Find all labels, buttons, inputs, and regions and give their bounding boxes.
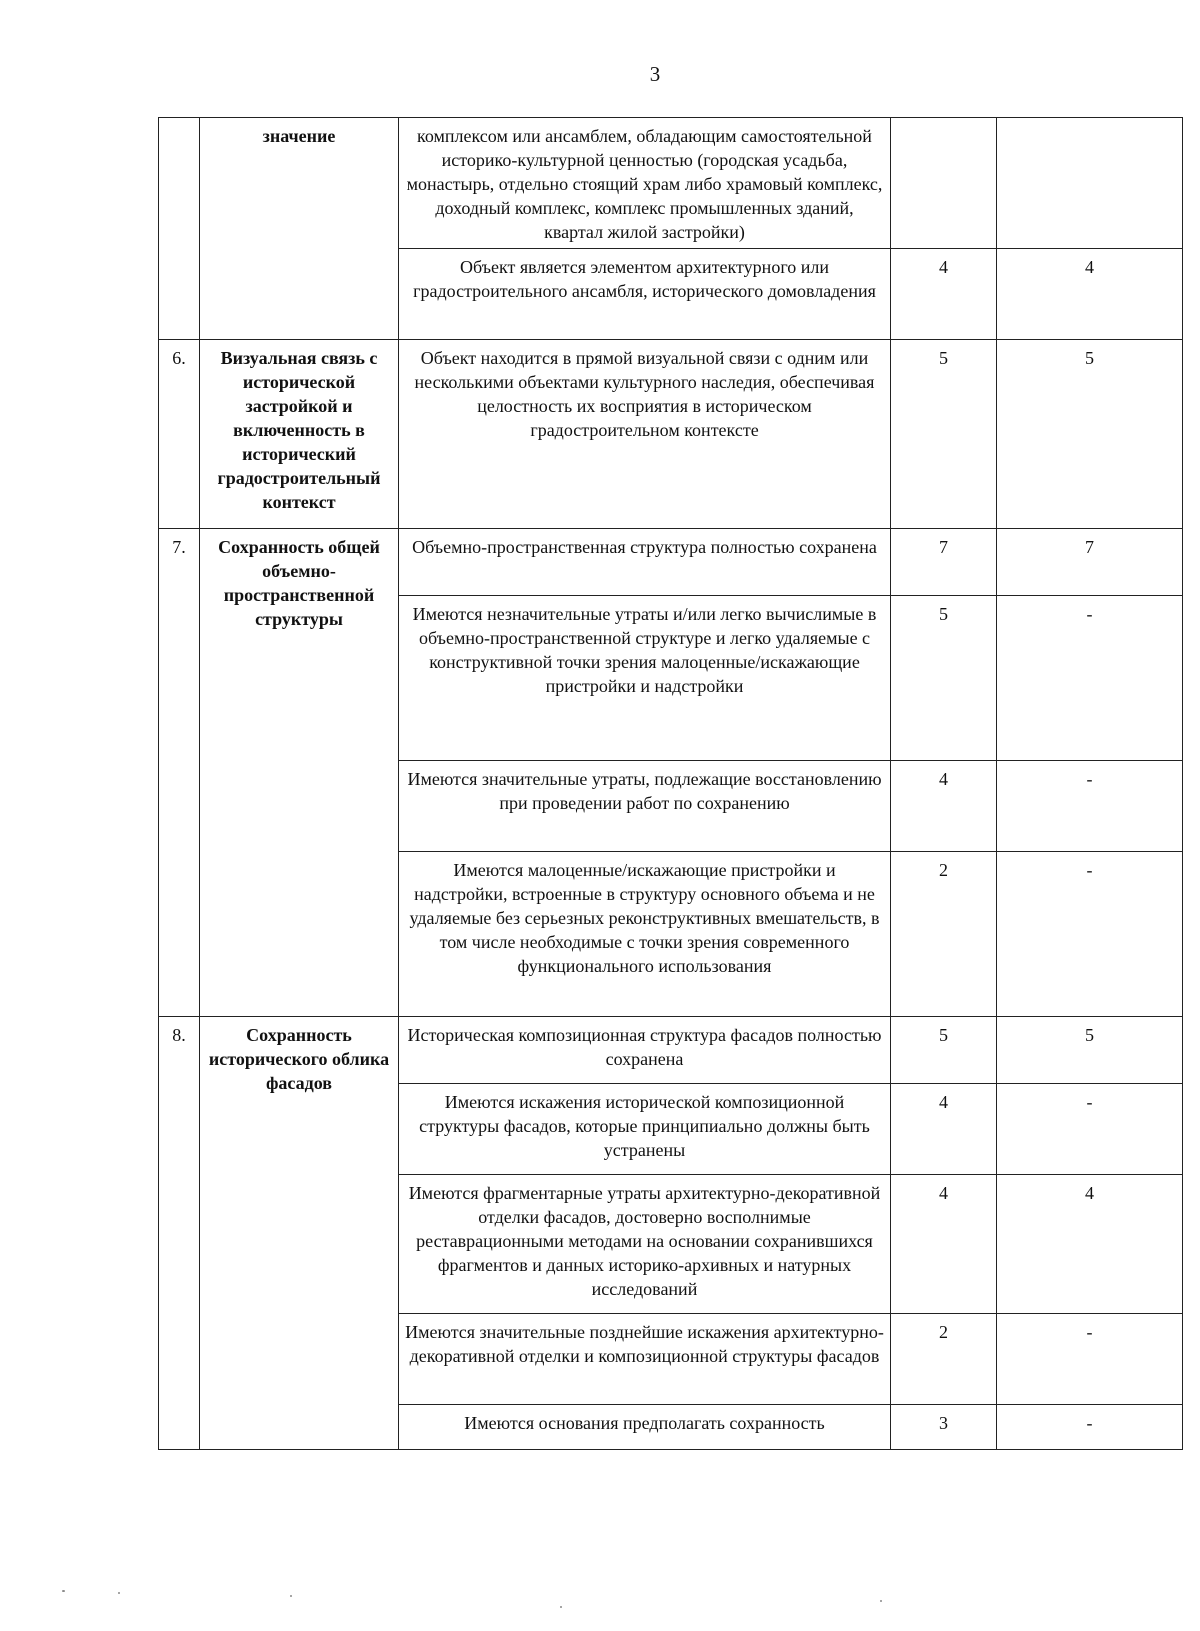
scan-speck [560, 1606, 562, 1608]
assigned-score: - [997, 761, 1183, 852]
assigned-score [997, 118, 1183, 249]
assigned-score: 4 [997, 249, 1183, 340]
assigned-score: 7 [997, 529, 1183, 596]
table-row [159, 529, 1183, 596]
variant-description: комплексом или ансамблем, обладающим самостоятельной историко-культурной ценностью (городская усадьба, монастырь, отдельно стоящий храм либо храмовый комплекс, доходный комплекс, комплекс промышленных зданий, квартал жилой застройки) [399, 118, 891, 249]
max-score [891, 118, 997, 249]
assigned-score: 5 [997, 340, 1183, 529]
assigned-score: 4 [997, 1175, 1183, 1314]
table-row [159, 1017, 1183, 1084]
max-score: 5 [891, 340, 997, 529]
assigned-score: - [997, 1405, 1183, 1450]
assigned-score: - [997, 596, 1183, 761]
criterion-name: Сохранность исторического облика фасадов [200, 1017, 399, 1450]
variant-description: Имеются малоценные/искажающие пристройки и надстройки, встроенные в структуру основного объема и не удаляемые без серьезных реконструктивных вмешательств, в том числе необходимые с точки зрения современного функционального использования [399, 852, 891, 1017]
criterion-name: значение [200, 118, 399, 340]
criterion-number: 6. [159, 340, 200, 529]
variant-description: Имеются незначительные утраты и/или легко вычислимые в объемно-пространственной структуре и легко удаляемые с конструктивной точки зрения малоценные/искажающие пристройки и надстройки [399, 596, 891, 761]
variant-description: Имеются фрагментарные утраты архитектурно-декоративной отделки фасадов, достоверно восполнимые реставрационными методами на основании сохранившихся фрагментов и данных историко-архивных и натурных исследований [399, 1175, 891, 1314]
assigned-score: 5 [997, 1017, 1183, 1084]
variant-description: Объемно-пространственная структура полностью сохранена [399, 529, 891, 596]
variant-description: Имеются значительные утраты, подлежащие восстановлению при проведении работ по сохранению [399, 761, 891, 852]
variant-description: Историческая композиционная структура фасадов полностью сохранена [399, 1017, 891, 1084]
variant-description: Имеются искажения исторической композиционной структуры фасадов, которые принципиально должны быть устранены [399, 1084, 891, 1175]
scan-speck [290, 1595, 292, 1597]
variant-description: Имеются основания предполагать сохранность [399, 1405, 891, 1450]
max-score: 4 [891, 1084, 997, 1175]
max-score: 7 [891, 529, 997, 596]
variant-description: Имеются значительные позднейшие искажения архитектурно-декоративной отделки и композиционной структуры фасадов [399, 1314, 891, 1405]
max-score: 4 [891, 1175, 997, 1314]
max-score: 5 [891, 1017, 997, 1084]
max-score: 4 [891, 249, 997, 340]
criterion-number: 7. [159, 529, 200, 1017]
max-score: 2 [891, 852, 997, 1017]
assigned-score: - [997, 1314, 1183, 1405]
assigned-score: - [997, 1084, 1183, 1175]
scan-speck [62, 1590, 65, 1592]
scan-speck [880, 1600, 882, 1602]
table-row [159, 340, 1183, 529]
max-score: 2 [891, 1314, 997, 1405]
assigned-score: - [997, 852, 1183, 1017]
criterion-name: Сохранность общей объемно-пространственной структуры [200, 529, 399, 1017]
max-score: 3 [891, 1405, 997, 1450]
variant-description: Объект является элементом архитектурного или градостроительного ансамбля, исторического домовладения [399, 249, 891, 340]
criterion-number: 8. [159, 1017, 200, 1450]
criterion-number [159, 118, 200, 340]
criterion-name: Визуальная связь с исторической застройкой и включенность в исторический градостроительный контекст [200, 340, 399, 529]
variant-description: Объект находится в прямой визуальной связи с одним или несколькими объектами культурного наследия, обеспечивая целостность их восприятия в историческом градостроительном контексте [399, 340, 891, 529]
table-row [159, 118, 1183, 249]
criteria-table [158, 117, 1183, 1450]
scan-speck [118, 1592, 120, 1594]
page-number: 3 [649, 62, 661, 86]
max-score: 4 [891, 761, 997, 852]
max-score: 5 [891, 596, 997, 761]
